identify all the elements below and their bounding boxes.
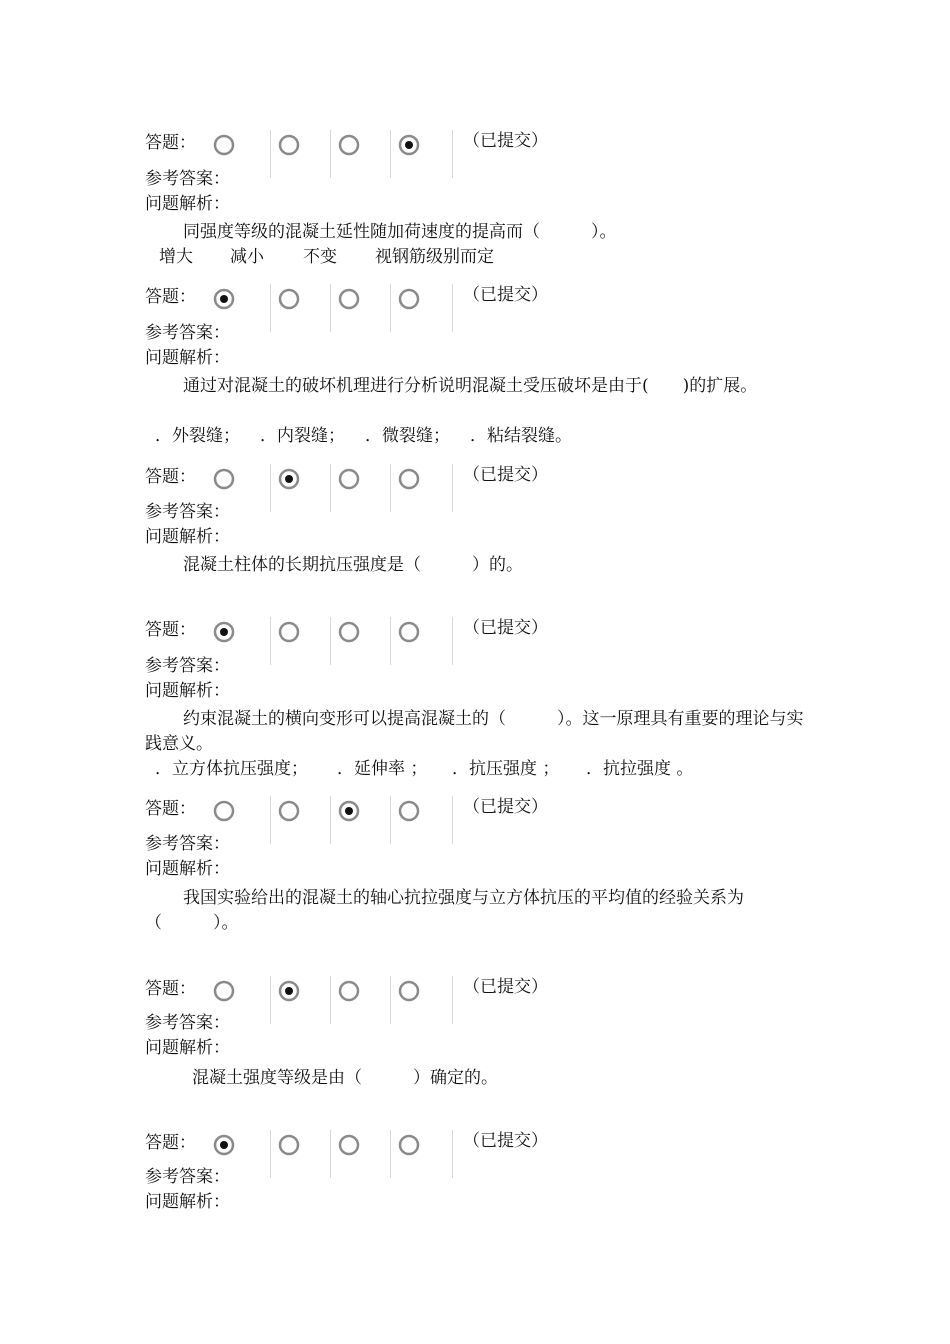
reference-answer-label: 参考答案： [145,323,230,343]
question-stem: 混凝土柱体的长期抗压强度是（ ）的。 [183,555,523,575]
radio-unchecked-icon[interactable] [278,1134,300,1156]
option-a-text: ．立方体抗压强度； [155,759,308,779]
option-b-text: ．延伸率 ； [337,759,428,779]
radio-unchecked-icon[interactable] [278,134,300,156]
option-c-text: 不变 [303,247,337,267]
radio-option-d[interactable] [390,130,451,178]
reference-answer-label: 参考答案： [145,169,230,189]
question-stem: 混凝土强度等级是由（ ）确定的。 [192,1068,498,1088]
reference-answer-label: 参考答案： [145,1013,230,1033]
radio-checked-icon[interactable] [213,621,235,643]
status-submitted: （已提交） [463,618,548,638]
answer-label: 答题： [145,979,196,999]
radio-checked-icon[interactable] [278,980,300,1002]
radio-unchecked-icon[interactable] [213,468,235,490]
radio-checked-icon[interactable] [213,288,235,310]
radio-unchecked-icon[interactable] [398,1134,420,1156]
radio-unchecked-icon[interactable] [278,288,300,310]
radio-option-d[interactable] [390,796,451,844]
answer-label: 答题： [145,620,196,640]
radio-checked-icon[interactable] [278,468,300,490]
reference-answer-label: 参考答案： [145,656,230,676]
radio-option-d[interactable] [390,464,451,512]
status-submitted: （已提交） [463,977,548,997]
radio-unchecked-icon[interactable] [338,980,360,1002]
question-stem: 我国实验给出的混凝土的轴心抗拉强度与立方体抗压的平均值的经验关系为（ ）。 [145,888,744,933]
radio-option-b[interactable] [270,976,331,1024]
separator [452,976,454,1024]
radio-unchecked-icon[interactable] [398,980,420,1002]
radio-checked-icon[interactable] [338,800,360,822]
radio-option-b[interactable] [270,284,331,332]
radio-unchecked-icon[interactable] [398,800,420,822]
option-d-text: ．粘结裂缝。 [470,426,572,446]
answer-label: 答题： [145,287,196,307]
reference-answer-label: 参考答案： [145,502,230,522]
radio-option-c[interactable] [330,464,391,512]
status-submitted: （已提交） [463,797,548,817]
separator [452,464,454,512]
analysis-label: 问题解析： [145,681,230,701]
radio-unchecked-icon[interactable] [398,621,420,643]
option-c-text: ．微裂缝； [365,426,450,446]
radio-unchecked-icon[interactable] [338,134,360,156]
radio-unchecked-icon[interactable] [213,800,235,822]
radio-unchecked-icon[interactable] [338,288,360,310]
answer-label: 答题： [145,133,196,153]
analysis-label: 问题解析： [145,348,230,368]
radio-option-d[interactable] [390,617,451,665]
analysis-label: 问题解析： [145,1038,230,1058]
question-stem: 同强度等级的混凝土延性随加荷速度的提高而（ ）。 [183,222,617,242]
radio-unchecked-icon[interactable] [338,621,360,643]
option-a-text: 增大 [159,247,193,267]
radio-option-c[interactable] [330,284,391,332]
option-d-text: ．抗拉强度 。 [586,759,694,779]
radio-option-c[interactable] [330,796,391,844]
analysis-label: 问题解析： [145,1192,230,1212]
option-a-text: ．外裂缝； [155,426,240,446]
radio-option-b[interactable] [270,617,331,665]
radio-unchecked-icon[interactable] [398,468,420,490]
answer-label: 答题： [145,1133,196,1153]
radio-option-d[interactable] [390,1130,451,1178]
question-stem: 约束混凝土的横向变形可以提高混凝土的（ ）。这一原理具有重要的理论与实践意义。 [145,709,804,754]
radio-unchecked-icon[interactable] [213,134,235,156]
separator [452,796,454,844]
radio-unchecked-icon[interactable] [338,468,360,490]
separator [452,1130,454,1178]
radio-option-c[interactable] [330,617,391,665]
answer-label: 答题： [145,467,196,487]
radio-option-d[interactable] [390,976,451,1024]
answer-label: 答题： [145,799,196,819]
status-submitted: （已提交） [463,465,548,485]
reference-answer-label: 参考答案： [145,1167,230,1187]
radio-option-b[interactable] [270,130,331,178]
option-c-text: ．抗压强度 ； [452,759,560,779]
separator [452,284,454,332]
question-stem: 通过对混凝土的破坏机理进行分析说明混凝土受压破坏是由于( )的扩展。 [183,376,758,396]
analysis-label: 问题解析： [145,527,230,547]
status-submitted: （已提交） [463,1131,548,1151]
radio-unchecked-icon[interactable] [278,621,300,643]
separator [452,130,454,178]
status-submitted: （已提交） [463,131,548,151]
analysis-label: 问题解析： [145,194,230,214]
analysis-label: 问题解析： [145,859,230,879]
radio-option-c[interactable] [330,130,391,178]
radio-option-b[interactable] [270,464,331,512]
radio-checked-icon[interactable] [213,1134,235,1156]
radio-unchecked-icon[interactable] [338,1134,360,1156]
radio-option-d[interactable] [390,284,451,332]
radio-unchecked-icon[interactable] [398,288,420,310]
option-d-text: 视钢筋级别而定 [375,247,494,267]
radio-option-b[interactable] [270,796,331,844]
reference-answer-label: 参考答案： [145,834,230,854]
radio-option-c[interactable] [330,976,391,1024]
radio-option-b[interactable] [270,1130,331,1178]
radio-option-c[interactable] [330,1130,391,1178]
radio-unchecked-icon[interactable] [278,800,300,822]
option-b-text: ．内裂缝； [260,426,345,446]
separator [452,617,454,665]
status-submitted: （已提交） [463,285,548,305]
radio-checked-icon[interactable] [398,134,420,156]
option-b-text: 减小 [230,247,264,267]
radio-unchecked-icon[interactable] [213,980,235,1002]
